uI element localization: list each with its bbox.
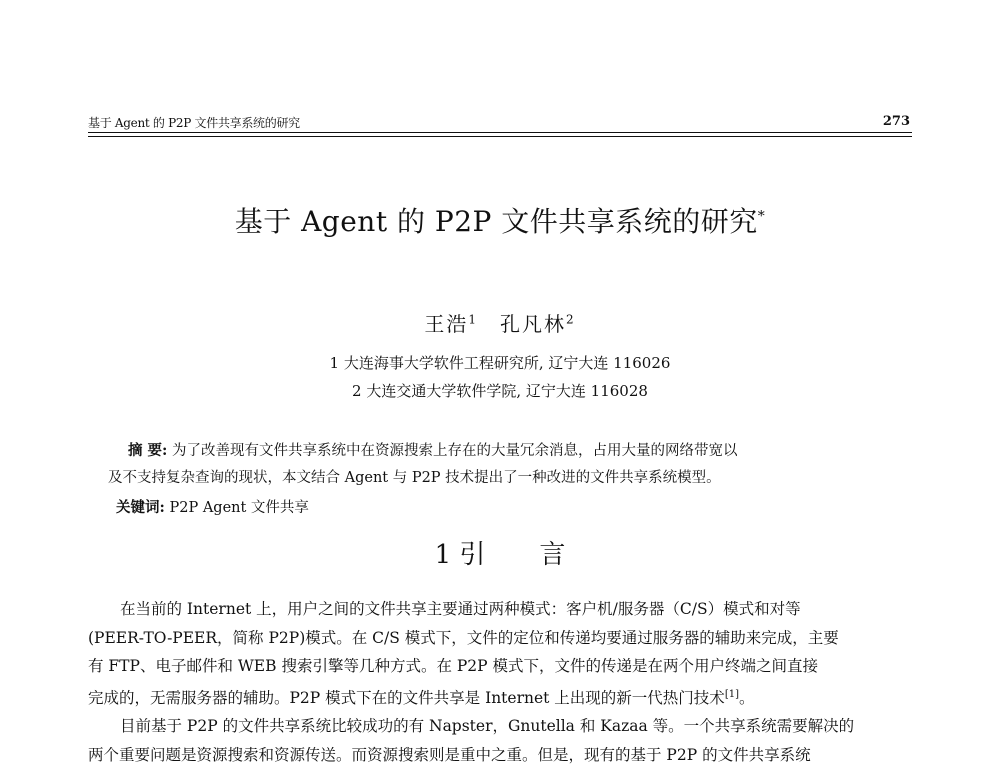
header-rule-thick xyxy=(88,132,912,133)
section-heading xyxy=(0,534,1000,571)
body-line: 在当前的 Internet 上，用户之间的文件共享主要通过两种模式：客户机/服务器（C/S）模式和对等 xyxy=(120,600,801,618)
title-footnote-mark: * xyxy=(757,208,766,225)
section-title-part: 引 xyxy=(459,540,486,570)
body-line: 目前基于 P2P 的文件共享系统比较成功的有 Napster，Gnutella 和 Kazaa 等。一个共享系统需要解决的 xyxy=(120,717,855,736)
paper-title-text: 基于 Agent 的 P2P 文件共享系统的研究 xyxy=(234,205,758,238)
keywords-label: 关键词: xyxy=(116,499,165,516)
running-header-title: 基于 Agent 的 P2P 文件共享系统的研究 xyxy=(88,116,300,130)
affiliation-2: 2 大连交通大学软件学院, 辽宁大连 116028 xyxy=(352,382,648,400)
sentence-end: 。 xyxy=(738,688,755,707)
keywords-text: P2P Agent 文件共享 xyxy=(169,500,309,516)
running-header xyxy=(88,114,910,134)
author-name: 王浩 xyxy=(424,312,469,336)
citation-mark: [1] xyxy=(724,688,739,700)
page-number: 273 xyxy=(882,114,910,129)
paper-title xyxy=(0,200,1000,240)
body-line-text: 完成的，无需服务器的辅助。P2P 模式下在的文件共享是 Internet 上出现的新一代热门技术 xyxy=(88,688,725,707)
body-line: (PEER-TO-PEER，简称 P2P)模式。在 C/S 模式下，文件的定位和传递均要通过服务器的辅助来完成，主要 xyxy=(88,628,839,647)
section-title-part: 言 xyxy=(539,540,566,570)
abstract-text: 为了改善现有文件共享系统中在资源搜索上存在的大量冗余消息，占用大量的网络带宽以 xyxy=(172,443,738,459)
section-number: 1 xyxy=(434,540,452,570)
body-text xyxy=(88,595,912,769)
affiliation-1: 1 大连海事大学软件工程研究所, 辽宁大连 116026 xyxy=(329,354,671,372)
body-line: 有 FTP、电子邮件和 WEB 搜索引擎等几种方式。在 P2P 模式下，文件的传递是在两个用户终端之间直接 xyxy=(88,657,819,675)
author-list xyxy=(0,308,1000,337)
author-affiliation-mark: 1 xyxy=(468,312,478,327)
abstract-line: 及不支持复杂查询的现状，本文结合 Agent 与 P2P 技术提出了一种改进的文件共享系统模型。 xyxy=(108,470,721,486)
author-name: 孔凡林 xyxy=(500,312,566,336)
body-line xyxy=(88,681,912,713)
keywords xyxy=(116,496,309,517)
author-affiliation-mark: 2 xyxy=(566,312,576,327)
body-line: 两个重要问题是资源搜索和资源传送。而资源搜索则是重中之重。但是，现有的基于 P2P 的文件共享系统 xyxy=(88,745,811,764)
abstract-label: 摘 要: xyxy=(128,442,168,459)
abstract xyxy=(108,437,908,492)
abstract-line xyxy=(108,437,908,465)
header-rule-thin xyxy=(88,136,912,137)
